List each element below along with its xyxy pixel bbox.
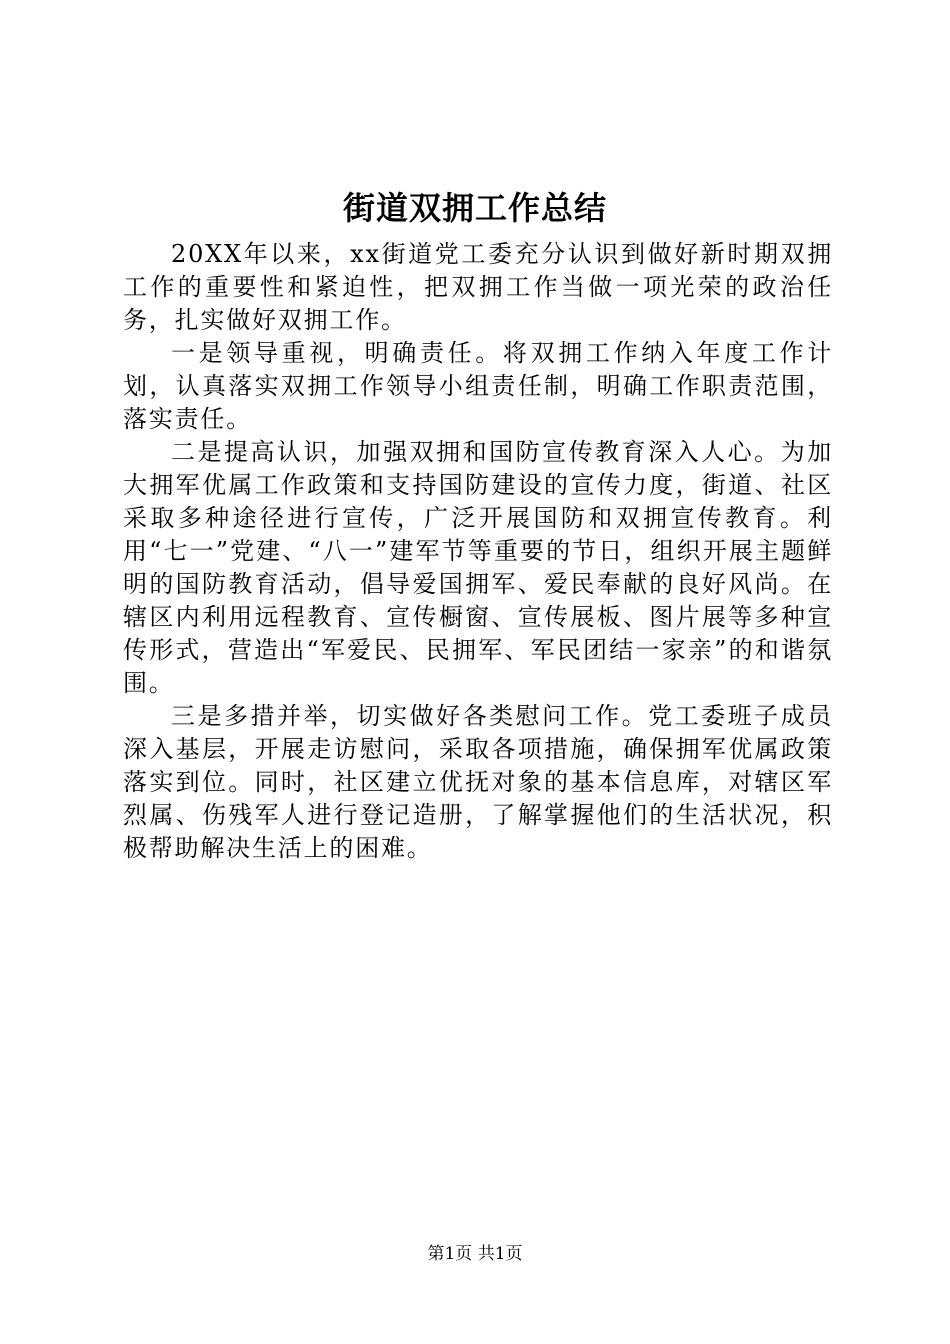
paragraph-publicity: 二是提高认识，加强双拥和国防宣传教育深入人心。为加大拥军优属工作政策和支持国防建设的宣传力度，街道、社区采取多种途径进行宣传，广泛开展国防和双拥宣传教育。利用“七一”党建、“八一”建军节等重要的节日，组织开展主题鲜明的国防教育活动，倡导爱国拥军、爱民奉献的良好风尚。在辖区内利用远程教育、宣传橱窗、宣传展板、图片展等多种宣传形式，营造出“军爱民、民拥军、军民团结一家亲”的和谐氛围。 [123,438,833,697]
page-footer: 第1页 共1页 [427,1244,523,1264]
paragraph-intro: 20XX年以来，xx街道党工委充分认识到做好新时期双拥工作的重要性和紧迫性，把双拥工作当做一项光荣的政治任务，扎实做好双拥工作。 [123,240,833,334]
paragraph-leadership: 一是领导重视，明确责任。将双拥工作纳入年度工作计划，认真落实双拥工作领导小组责任制，明确工作职责范围，落实责任。 [123,339,833,433]
paragraph-condolence: 三是多措并举，切实做好各类慰问工作。党工委班子成员深入基层，开展走访慰问，采取各项措施，确保拥军优属政策落实到位。同时，社区建立优抚对象的基本信息库，对辖区军烈属、伤残军人进行登记造册，了解掌握他们的生活状况，积极帮助解决生活上的困难。 [123,702,833,862]
document-title: 街道双拥工作总结 [342,189,607,227]
document-body [123,238,833,865]
